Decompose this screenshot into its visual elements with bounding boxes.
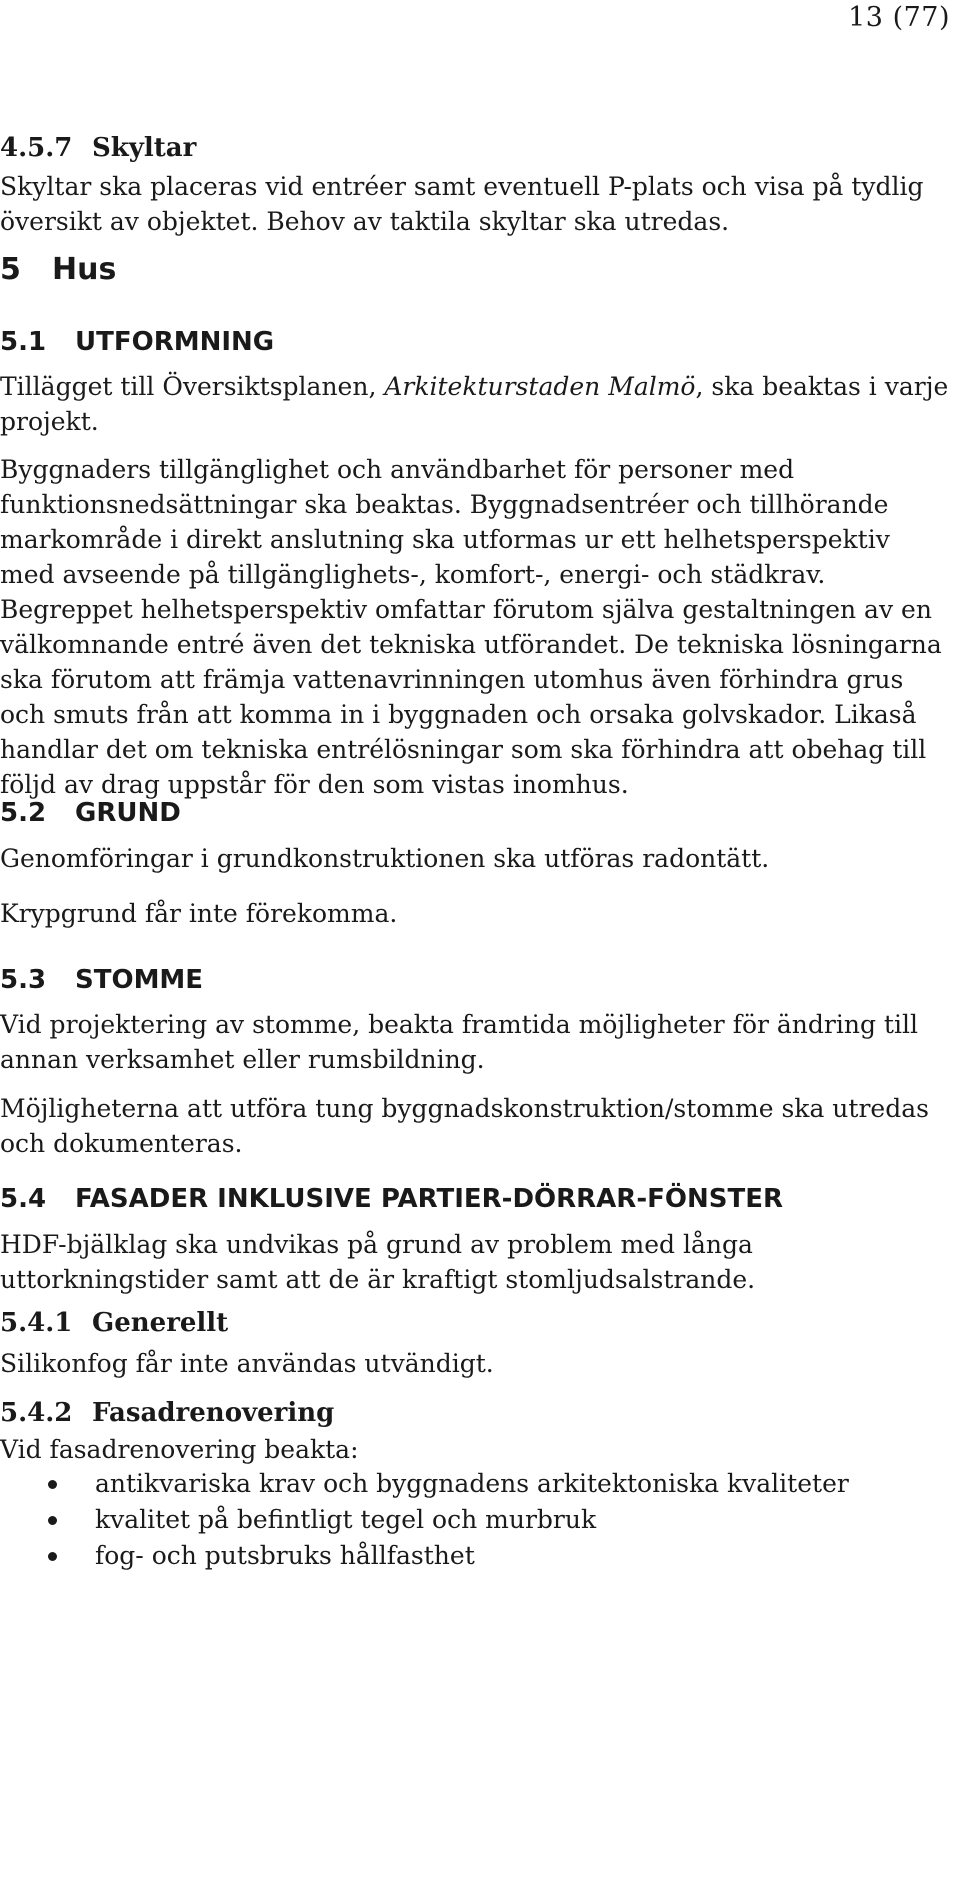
text-run: , ska beaktas i varje projekt. [0, 372, 949, 436]
heading-5-2 [0, 798, 181, 828]
heading-number: 5.4 [0, 1184, 47, 1214]
paragraph-fasadrenovering-intro: Vid fasadrenovering beakta: [0, 1435, 359, 1464]
list-item-text: kvalitet på befintligt tegel och murbruk [95, 1505, 597, 1534]
heading-title: Fasadrenovering [92, 1398, 335, 1428]
heading-4-5-7 [0, 133, 196, 163]
list-item-text: fog- och putsbruks hållfasthet [95, 1541, 475, 1570]
paragraph-utformning-1 [0, 369, 952, 439]
paragraph-generellt: Silikonfog får inte användas utvändigt. [0, 1349, 494, 1378]
heading-number: 5.4.1 [0, 1308, 73, 1338]
paragraph-grund-1: Genomföringar i grundkonstruktionen ska utföras radontätt. [0, 844, 770, 873]
bullet-icon [48, 1480, 57, 1489]
paragraph-grund-2: Krypgrund får inte förekomma. [0, 899, 398, 928]
bullet-icon [48, 1516, 57, 1525]
paragraph-fasader: HDF-bjälklag ska undvikas på grund av problem med långa uttorkningstider samt att de är kraftigt stomljudsalstrande. [0, 1230, 756, 1294]
heading-title: FASADER INKLUSIVE PARTIER-DÖRRAR-FÖNSTER [75, 1184, 783, 1214]
paragraph-skyltar: Skyltar ska placeras vid entréer samt eventuell P-plats och visa på tydlig översikt av objektet. Behov av taktila skyltar ska utredas. [0, 172, 924, 236]
heading-title: Skyltar [92, 133, 197, 163]
heading-5 [0, 252, 116, 287]
paragraph-stomme-2: Möjligheterna att utföra tung byggnadskonstruktion/stomme ska utredas och dokumenteras. [0, 1094, 929, 1158]
heading-number: 5.2 [0, 798, 47, 828]
heading-number: 4.5.7 [0, 133, 73, 163]
heading-number: 5.3 [0, 965, 47, 995]
bullet-icon [48, 1552, 57, 1561]
paragraph-stomme-1: Vid projektering av stomme, beakta framtida möjligheter för ändring till annan verksamhet eller rumsbildning. [0, 1010, 918, 1074]
italic-title: Arkitekturstaden Malmö [384, 372, 696, 401]
heading-title: STOMME [75, 965, 204, 995]
heading-title: Hus [52, 252, 117, 287]
heading-5-1 [0, 327, 274, 357]
list-item-text: antikvariska krav och byggnadens arkitektoniska kvaliteter [95, 1469, 849, 1498]
heading-number: 5.1 [0, 327, 47, 357]
page-number: 13 (77) [848, 2, 950, 33]
heading-number: 5 [0, 252, 21, 287]
heading-5-3 [0, 965, 203, 995]
heading-5-4-1 [0, 1308, 228, 1338]
heading-number: 5.4.2 [0, 1398, 73, 1428]
text-run: Tillägget till Översiktsplanen, [0, 372, 385, 401]
heading-title: GRUND [75, 798, 181, 828]
heading-title: Generellt [92, 1308, 229, 1338]
heading-5-4 [0, 1184, 783, 1214]
heading-5-4-2 [0, 1398, 334, 1428]
paragraph-utformning-2: Byggnaders tillgänglighet och användbarhet för personer med funktionsnedsättningar ska beaktas. Byggnadsentréer och tillhörande markområde i direkt anslutning ska utformas ur ett helhetsperspektiv med avseende på tillgänglighets-, komfort-, energi- och städkrav. Begreppet helhetsperspektiv omfattar förutom själva gestaltningen av en välkomnande entré även det tekniska utförandet. De tekniska lösningarna ska förutom att främja vattenavrinningen utomhus även förhindra grus och smuts från att komma in i byggnaden och orsaka golvskador. Likaså handlar det om tekniska entrélösningar som ska förhindra att obehag till följd av drag uppstår för den som vistas inomhus. [0, 455, 942, 799]
heading-title: UTFORMNING [75, 327, 275, 357]
